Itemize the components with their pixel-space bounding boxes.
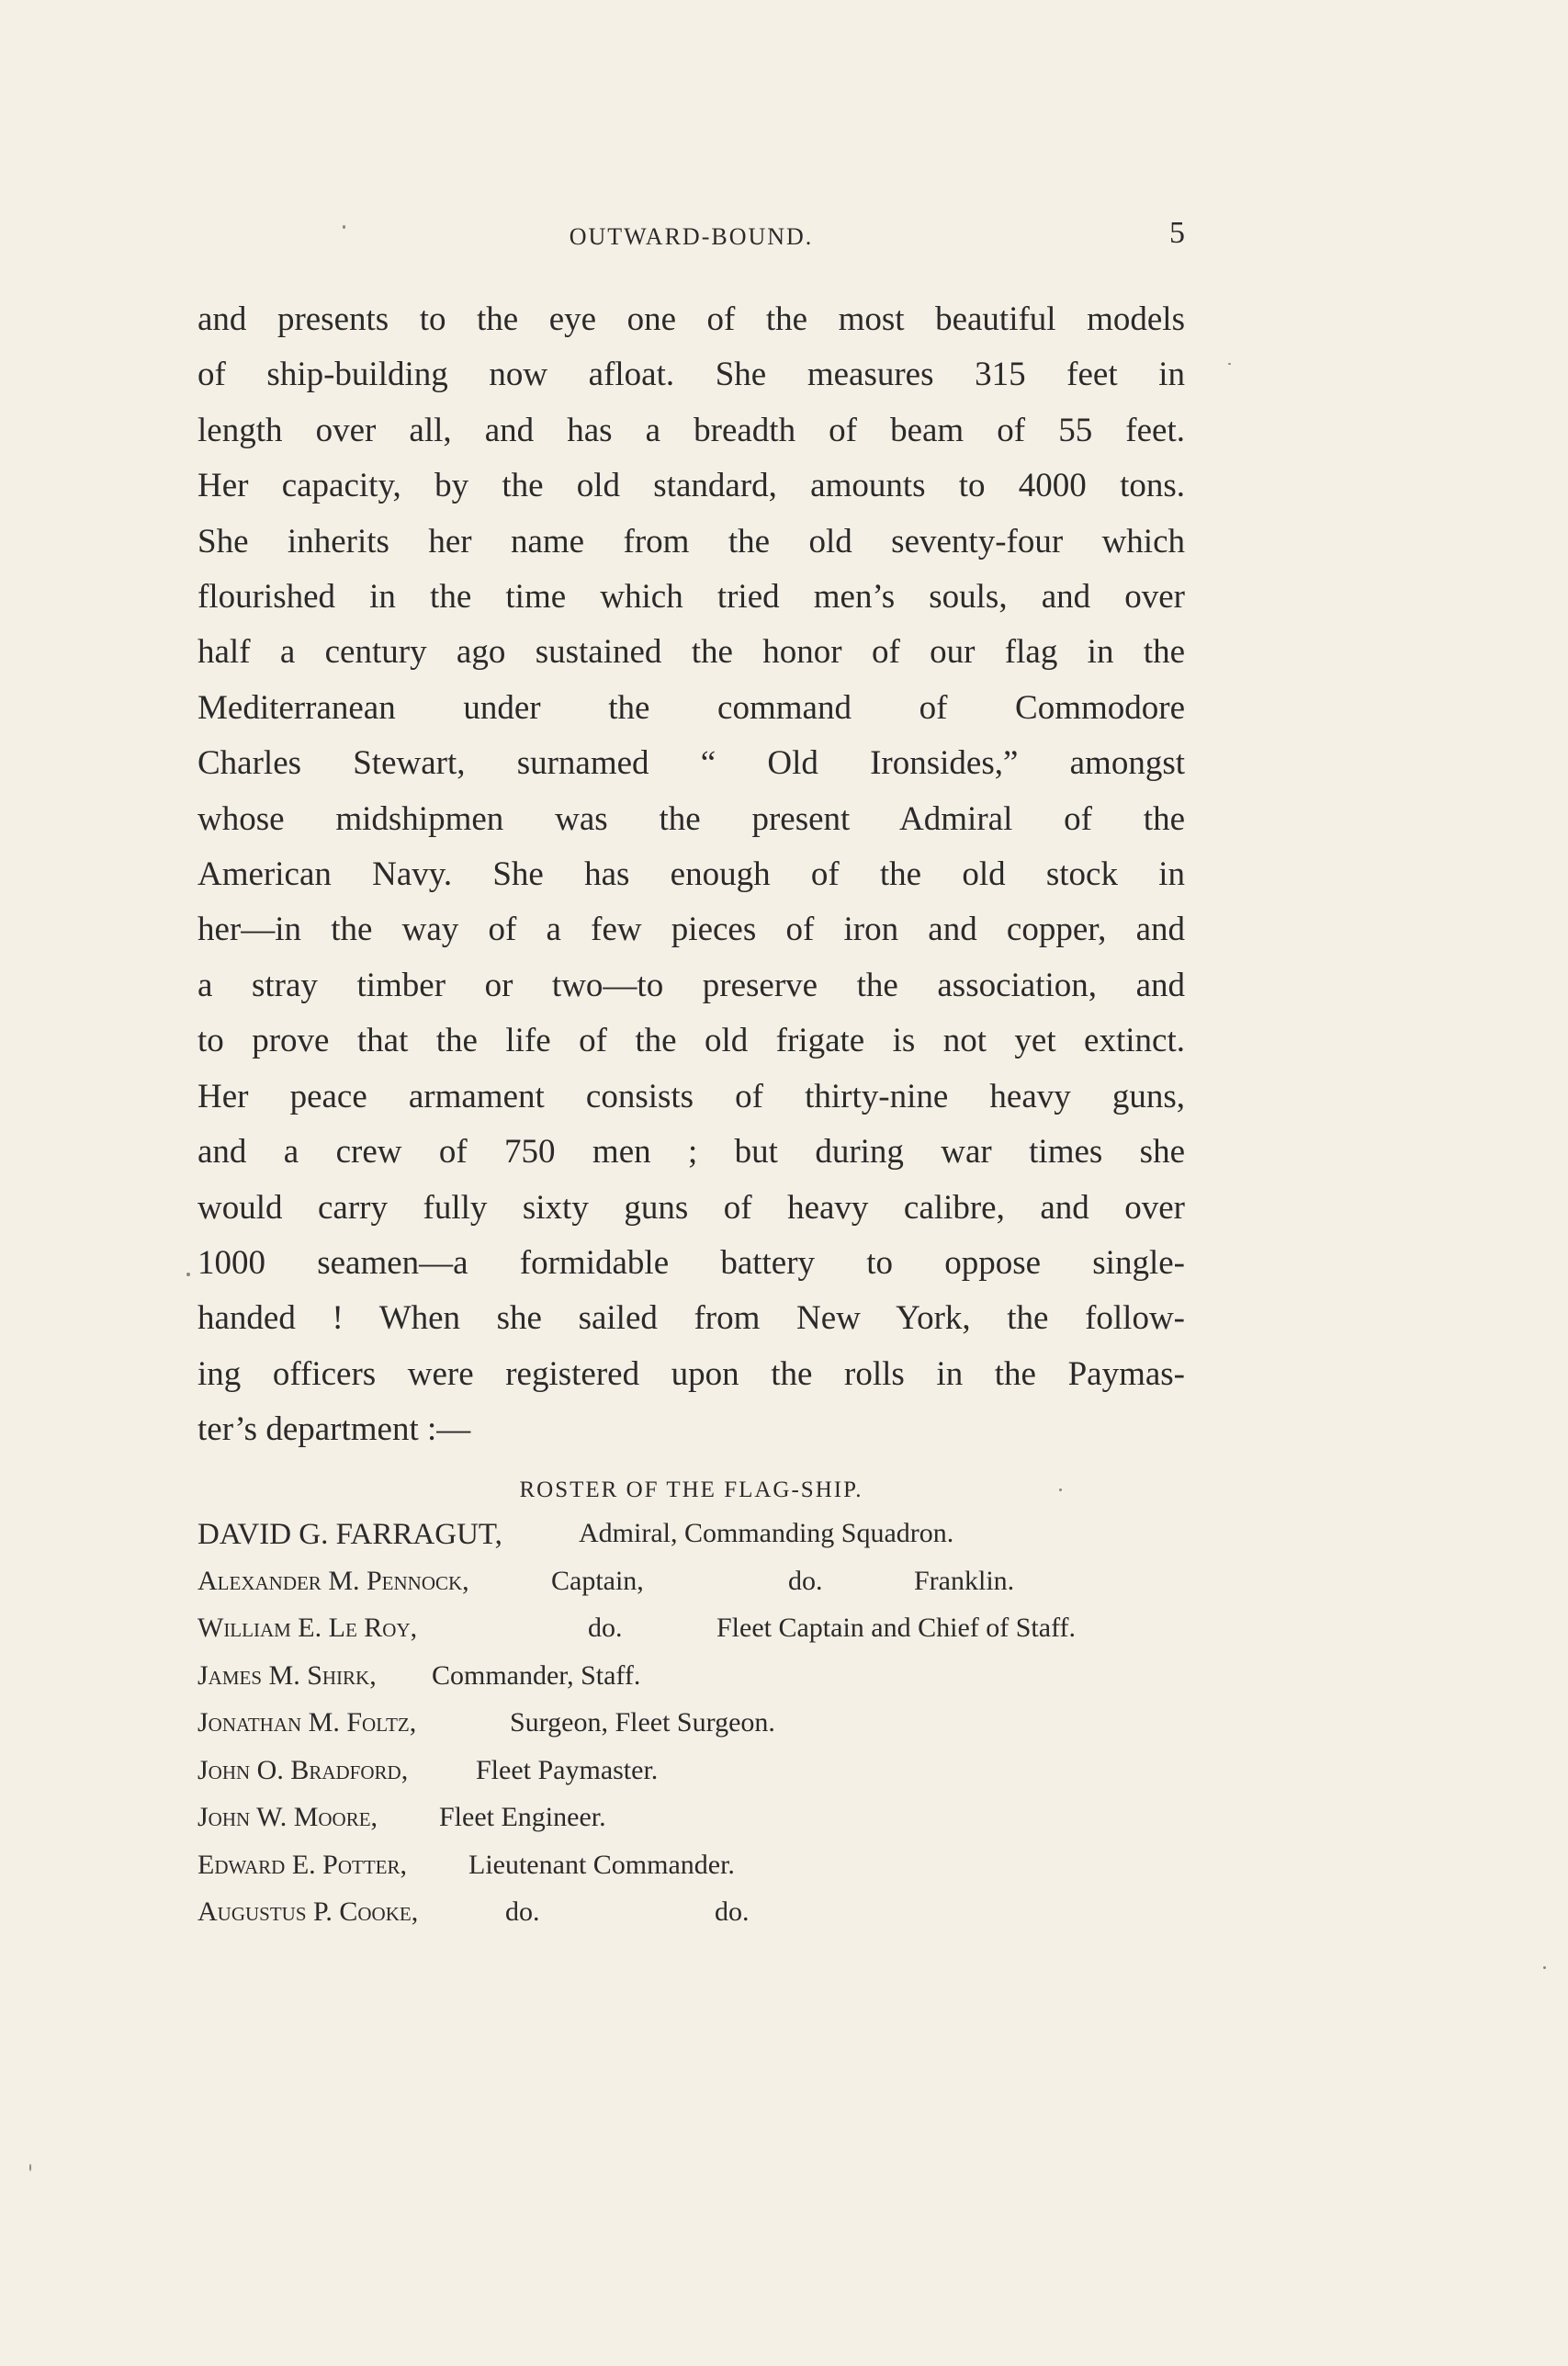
- paper-speck: [1059, 1489, 1062, 1491]
- text-line: American Navy. She has enough of the old stock in: [197, 855, 1185, 894]
- officer-name: DAVID G. FARRAGUT,: [197, 1518, 502, 1551]
- roster-title: ROSTER OF THE FLAG-SHIP.: [519, 1477, 863, 1502]
- roster-entry: [197, 1707, 1208, 1755]
- roster-entry: [197, 1896, 1208, 1944]
- body-paragraph: [197, 292, 1185, 1458]
- text-line: to prove that the life of the old frigate is not yet extinct.: [197, 1022, 1185, 1060]
- text-line: her—in the way of a few pieces of iron and copper, and: [197, 911, 1185, 949]
- roster-entry: [197, 1566, 1208, 1613]
- text-line: She inherits her name from the old seventy-four which: [197, 522, 1185, 560]
- officer-post: Franklin.: [914, 1565, 1015, 1596]
- text-line: Mediterranean under the command of Commodore: [197, 688, 1185, 727]
- text-line: handed ! When she sailed from New York, the follow-: [197, 1299, 1185, 1338]
- text-line: and a crew of 750 men ; but during war times she: [197, 1133, 1185, 1172]
- paper-speck: [186, 1273, 190, 1276]
- roster-list: [197, 1518, 1208, 1944]
- officer-name: John W. Moore,: [197, 1802, 378, 1832]
- text-line: a stray timber or two—to preserve the association, and: [197, 966, 1185, 1004]
- ditto-mark: do.: [788, 1565, 823, 1596]
- page-number: 5: [1169, 216, 1185, 250]
- roster-entry: [197, 1613, 1208, 1660]
- ditto-mark: do.: [588, 1613, 623, 1643]
- ditto-mark: do.: [505, 1896, 540, 1927]
- officer-rank: Fleet Paymaster.: [476, 1754, 659, 1785]
- text-line: 1000 seamen—a formidable battery to oppose single-: [197, 1243, 1185, 1282]
- text-line: Charles Stewart, surnamed “ Old Ironsides,” amongst: [197, 744, 1185, 783]
- text-line: length over all, and has a breadth of beam of 55 feet.: [197, 411, 1185, 449]
- page-header: [197, 216, 1185, 253]
- officer-rank: Captain,: [551, 1565, 644, 1596]
- text-line: ter’s department :—: [197, 1410, 471, 1449]
- text-line: and presents to the eye one of the most beautiful models: [197, 300, 1185, 338]
- text-line: ing officers were registered upon the rolls in the Paymas-: [197, 1354, 1185, 1393]
- officer-name: Alexander M. Pennock,: [197, 1565, 469, 1596]
- officer-rank: Fleet Engineer.: [439, 1802, 606, 1832]
- text-line: would carry fully sixty guns of heavy calibre, and over: [197, 1188, 1185, 1227]
- text-line: of ship-building now afloat. She measures 315 feet in: [197, 356, 1185, 394]
- officer-rank: Commander, Staff.: [432, 1659, 641, 1691]
- text-line: Her peace armament consists of thirty-nine heavy guns,: [197, 1077, 1185, 1115]
- text-line: Her capacity, by the old standard, amounts to 4000 tons.: [197, 467, 1185, 505]
- officer-name: James M. Shirk,: [197, 1659, 377, 1691]
- paper-speck: [1228, 363, 1231, 365]
- roster-entry: [197, 1660, 1208, 1708]
- roster-entry: [197, 1755, 1208, 1803]
- officer-rank: Lieutenant Commander.: [468, 1849, 735, 1880]
- officer-name: John O. Bradford,: [197, 1754, 409, 1785]
- officer-name: Edward E. Potter,: [197, 1849, 407, 1880]
- roster-entry: [197, 1850, 1208, 1897]
- roster-entry: [197, 1518, 1208, 1566]
- officer-rank: Surgeon, Fleet Surgeon.: [510, 1707, 775, 1738]
- paper-speck: [343, 225, 345, 229]
- text-line: flourished in the time which tried men’s souls, and over: [197, 578, 1185, 617]
- text-line: half a century ago sustained the honor of our flag in the: [197, 633, 1185, 672]
- officer-name: Jonathan M. Foltz,: [197, 1707, 417, 1738]
- running-head: OUTWARD-BOUND.: [569, 223, 814, 250]
- paper-speck: [1543, 1966, 1546, 1969]
- officer-post: Fleet Captain and Chief of Staff.: [716, 1613, 1077, 1643]
- officer-name: William E. Le Roy,: [197, 1613, 418, 1643]
- paper-speck: [29, 2164, 31, 2171]
- officer-rank: Admiral, Commanding Squadron.: [579, 1518, 954, 1548]
- officer-post: do.: [715, 1896, 750, 1927]
- text-line: whose midshipmen was the present Admiral of the: [197, 799, 1185, 838]
- roster-entry: [197, 1802, 1208, 1850]
- officer-name: Augustus P. Cooke,: [197, 1896, 419, 1927]
